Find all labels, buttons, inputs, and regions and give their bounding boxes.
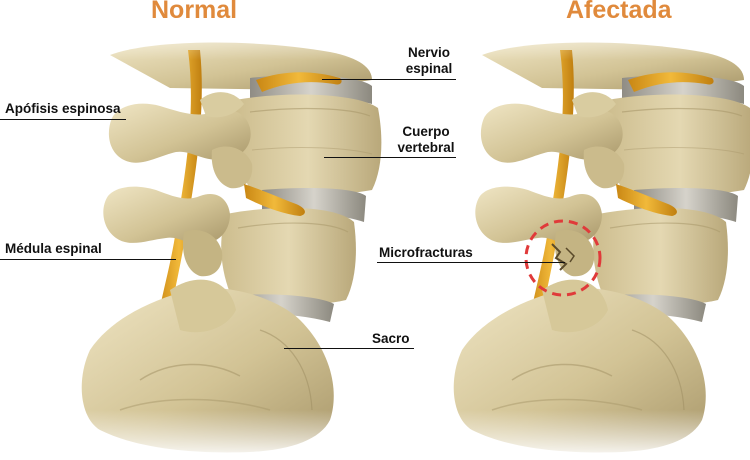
spinal-nerve-leader: [322, 79, 456, 80]
sacrum-leader: [284, 348, 414, 349]
normal-title: Normal: [151, 0, 238, 24]
spinal-nerve-label-line1: Nervio: [407, 45, 451, 60]
spinous-process-leader: [0, 119, 126, 120]
spinous-process-label: Apófisis espinosa: [5, 101, 121, 116]
spinal-cord-label: Médula espinal: [5, 241, 102, 256]
vertebral-body-leader: [324, 157, 456, 158]
spinal-cord-leader: [0, 259, 176, 260]
vertebral-body-label-line1: Cuerpo: [402, 124, 450, 139]
vertebral-body-label-line2: vertebral: [397, 140, 455, 155]
sacrum-label: Sacro: [372, 331, 410, 346]
microfractures-label: Microfracturas: [379, 245, 473, 260]
spinal-nerve-label: [398, 45, 460, 77]
normal-spine-illustration: [60, 0, 400, 460]
vertebral-body-label: [394, 124, 458, 156]
microfractures-leader: [377, 262, 565, 263]
affected-title: Afectada: [566, 0, 672, 24]
spinal-nerve-label-line2: espinal: [405, 61, 453, 76]
affected-spine-illustration: [432, 0, 750, 460]
